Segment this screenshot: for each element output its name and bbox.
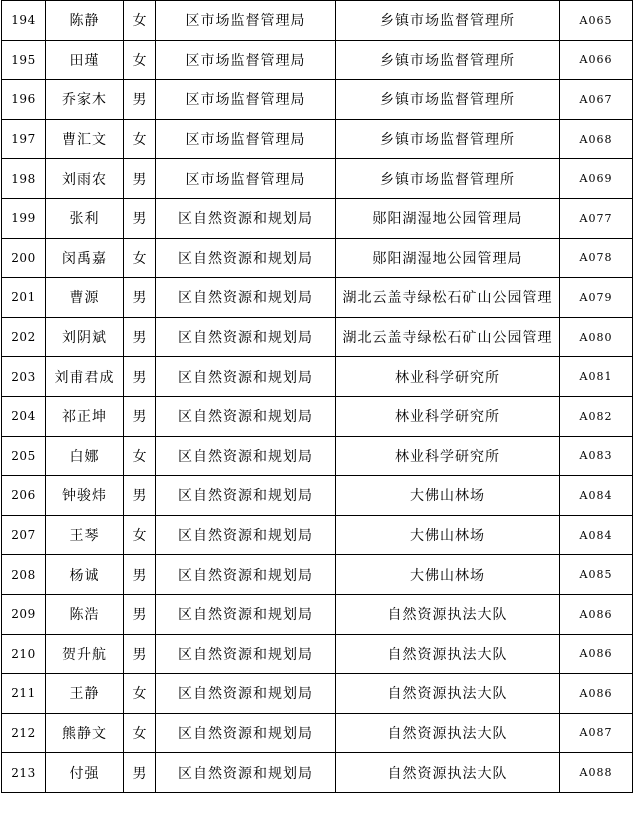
- serial-number-cell: 211: [2, 674, 46, 714]
- department-cell: 区自然资源和规划局: [156, 515, 336, 555]
- table-row: [2, 515, 633, 555]
- gender-cell: 女: [124, 40, 156, 80]
- department-cell: 区市场监督管理局: [156, 80, 336, 120]
- unit-cell: 乡镇市场监督管理所: [336, 1, 560, 41]
- table-row: [2, 198, 633, 238]
- gender-cell: 男: [124, 555, 156, 595]
- table-row: [2, 753, 633, 793]
- table-row: [2, 555, 633, 595]
- position-code-cell: A084: [560, 476, 633, 516]
- gender-cell: 男: [124, 476, 156, 516]
- serial-number-cell: 212: [2, 713, 46, 753]
- department-cell: 区市场监督管理局: [156, 159, 336, 199]
- position-code-cell: A085: [560, 555, 633, 595]
- name-cell: 白娜: [46, 436, 124, 476]
- table-row: [2, 674, 633, 714]
- serial-number-cell: 208: [2, 555, 46, 595]
- unit-cell: 乡镇市场监督管理所: [336, 40, 560, 80]
- serial-number-cell: 213: [2, 753, 46, 793]
- position-code-cell: A067: [560, 80, 633, 120]
- serial-number-cell: 196: [2, 80, 46, 120]
- unit-cell: 乡镇市场监督管理所: [336, 80, 560, 120]
- name-cell: 闵禹嘉: [46, 238, 124, 278]
- name-cell: 田瑾: [46, 40, 124, 80]
- serial-number-cell: 202: [2, 317, 46, 357]
- name-cell: 刘雨农: [46, 159, 124, 199]
- table-row: [2, 634, 633, 674]
- department-cell: 区自然资源和规划局: [156, 198, 336, 238]
- department-cell: 区自然资源和规划局: [156, 674, 336, 714]
- name-cell: 祁正坤: [46, 396, 124, 436]
- gender-cell: 女: [124, 238, 156, 278]
- roster-body: [2, 1, 633, 793]
- position-code-cell: A066: [560, 40, 633, 80]
- table-row: [2, 396, 633, 436]
- unit-cell: 湖北云盖寺绿松石矿山公园管理: [336, 317, 560, 357]
- serial-number-cell: 209: [2, 594, 46, 634]
- unit-cell: 乡镇市场监督管理所: [336, 119, 560, 159]
- name-cell: 付强: [46, 753, 124, 793]
- name-cell: 王静: [46, 674, 124, 714]
- unit-cell: 林业科学研究所: [336, 357, 560, 397]
- department-cell: 区自然资源和规划局: [156, 594, 336, 634]
- table-row: [2, 40, 633, 80]
- gender-cell: 女: [124, 1, 156, 41]
- position-code-cell: A069: [560, 159, 633, 199]
- position-code-cell: A078: [560, 238, 633, 278]
- serial-number-cell: 205: [2, 436, 46, 476]
- table-row: [2, 317, 633, 357]
- serial-number-cell: 200: [2, 238, 46, 278]
- department-cell: 区自然资源和规划局: [156, 278, 336, 318]
- table-row: [2, 238, 633, 278]
- position-code-cell: A065: [560, 1, 633, 41]
- position-code-cell: A077: [560, 198, 633, 238]
- department-cell: 区自然资源和规划局: [156, 634, 336, 674]
- position-code-cell: A080: [560, 317, 633, 357]
- roster-table: [1, 0, 633, 793]
- name-cell: 王琴: [46, 515, 124, 555]
- position-code-cell: A082: [560, 396, 633, 436]
- position-code-cell: A086: [560, 594, 633, 634]
- serial-number-cell: 203: [2, 357, 46, 397]
- serial-number-cell: 207: [2, 515, 46, 555]
- department-cell: 区自然资源和规划局: [156, 317, 336, 357]
- department-cell: 区自然资源和规划局: [156, 357, 336, 397]
- unit-cell: 乡镇市场监督管理所: [336, 159, 560, 199]
- serial-number-cell: 206: [2, 476, 46, 516]
- serial-number-cell: 201: [2, 278, 46, 318]
- unit-cell: 大佛山林场: [336, 476, 560, 516]
- position-code-cell: A086: [560, 634, 633, 674]
- position-code-cell: A088: [560, 753, 633, 793]
- position-code-cell: A083: [560, 436, 633, 476]
- table-row: [2, 357, 633, 397]
- gender-cell: 男: [124, 317, 156, 357]
- serial-number-cell: 195: [2, 40, 46, 80]
- gender-cell: 男: [124, 634, 156, 674]
- name-cell: 贺升航: [46, 634, 124, 674]
- unit-cell: 自然资源执法大队: [336, 594, 560, 634]
- position-code-cell: A084: [560, 515, 633, 555]
- table-row: [2, 476, 633, 516]
- position-code-cell: A081: [560, 357, 633, 397]
- gender-cell: 男: [124, 278, 156, 318]
- name-cell: 陈静: [46, 1, 124, 41]
- position-code-cell: A079: [560, 278, 633, 318]
- serial-number-cell: 199: [2, 198, 46, 238]
- serial-number-cell: 204: [2, 396, 46, 436]
- gender-cell: 男: [124, 159, 156, 199]
- name-cell: 钟骏炜: [46, 476, 124, 516]
- serial-number-cell: 194: [2, 1, 46, 41]
- department-cell: 区市场监督管理局: [156, 40, 336, 80]
- table-row: [2, 80, 633, 120]
- table-row: [2, 436, 633, 476]
- unit-cell: 郧阳湖湿地公园管理局: [336, 198, 560, 238]
- gender-cell: 男: [124, 396, 156, 436]
- table-row: [2, 713, 633, 753]
- name-cell: 刘阴斌: [46, 317, 124, 357]
- department-cell: 区自然资源和规划局: [156, 713, 336, 753]
- name-cell: 熊静文: [46, 713, 124, 753]
- unit-cell: 自然资源执法大队: [336, 634, 560, 674]
- gender-cell: 男: [124, 357, 156, 397]
- gender-cell: 女: [124, 674, 156, 714]
- gender-cell: 男: [124, 80, 156, 120]
- gender-cell: 男: [124, 198, 156, 238]
- serial-number-cell: 210: [2, 634, 46, 674]
- name-cell: 陈浩: [46, 594, 124, 634]
- gender-cell: 男: [124, 753, 156, 793]
- department-cell: 区市场监督管理局: [156, 119, 336, 159]
- table-row: [2, 278, 633, 318]
- gender-cell: 女: [124, 119, 156, 159]
- name-cell: 乔家木: [46, 80, 124, 120]
- name-cell: 曹源: [46, 278, 124, 318]
- department-cell: 区自然资源和规划局: [156, 753, 336, 793]
- unit-cell: 郧阳湖湿地公园管理局: [336, 238, 560, 278]
- serial-number-cell: 198: [2, 159, 46, 199]
- name-cell: 刘甫君成: [46, 357, 124, 397]
- position-code-cell: A087: [560, 713, 633, 753]
- name-cell: 杨诚: [46, 555, 124, 595]
- department-cell: 区自然资源和规划局: [156, 396, 336, 436]
- department-cell: 区自然资源和规划局: [156, 555, 336, 595]
- unit-cell: 大佛山林场: [336, 555, 560, 595]
- unit-cell: 自然资源执法大队: [336, 713, 560, 753]
- unit-cell: 大佛山林场: [336, 515, 560, 555]
- gender-cell: 男: [124, 594, 156, 634]
- department-cell: 区自然资源和规划局: [156, 238, 336, 278]
- department-cell: 区自然资源和规划局: [156, 476, 336, 516]
- gender-cell: 女: [124, 515, 156, 555]
- name-cell: 张利: [46, 198, 124, 238]
- unit-cell: 林业科学研究所: [336, 436, 560, 476]
- unit-cell: 自然资源执法大队: [336, 674, 560, 714]
- unit-cell: 自然资源执法大队: [336, 753, 560, 793]
- department-cell: 区自然资源和规划局: [156, 436, 336, 476]
- unit-cell: 湖北云盖寺绿松石矿山公园管理: [336, 278, 560, 318]
- table-row: [2, 159, 633, 199]
- serial-number-cell: 197: [2, 119, 46, 159]
- name-cell: 曹汇文: [46, 119, 124, 159]
- gender-cell: 女: [124, 436, 156, 476]
- table-row: [2, 1, 633, 41]
- table-row: [2, 119, 633, 159]
- table-row: [2, 594, 633, 634]
- position-code-cell: A086: [560, 674, 633, 714]
- unit-cell: 林业科学研究所: [336, 396, 560, 436]
- department-cell: 区市场监督管理局: [156, 1, 336, 41]
- position-code-cell: A068: [560, 119, 633, 159]
- gender-cell: 女: [124, 713, 156, 753]
